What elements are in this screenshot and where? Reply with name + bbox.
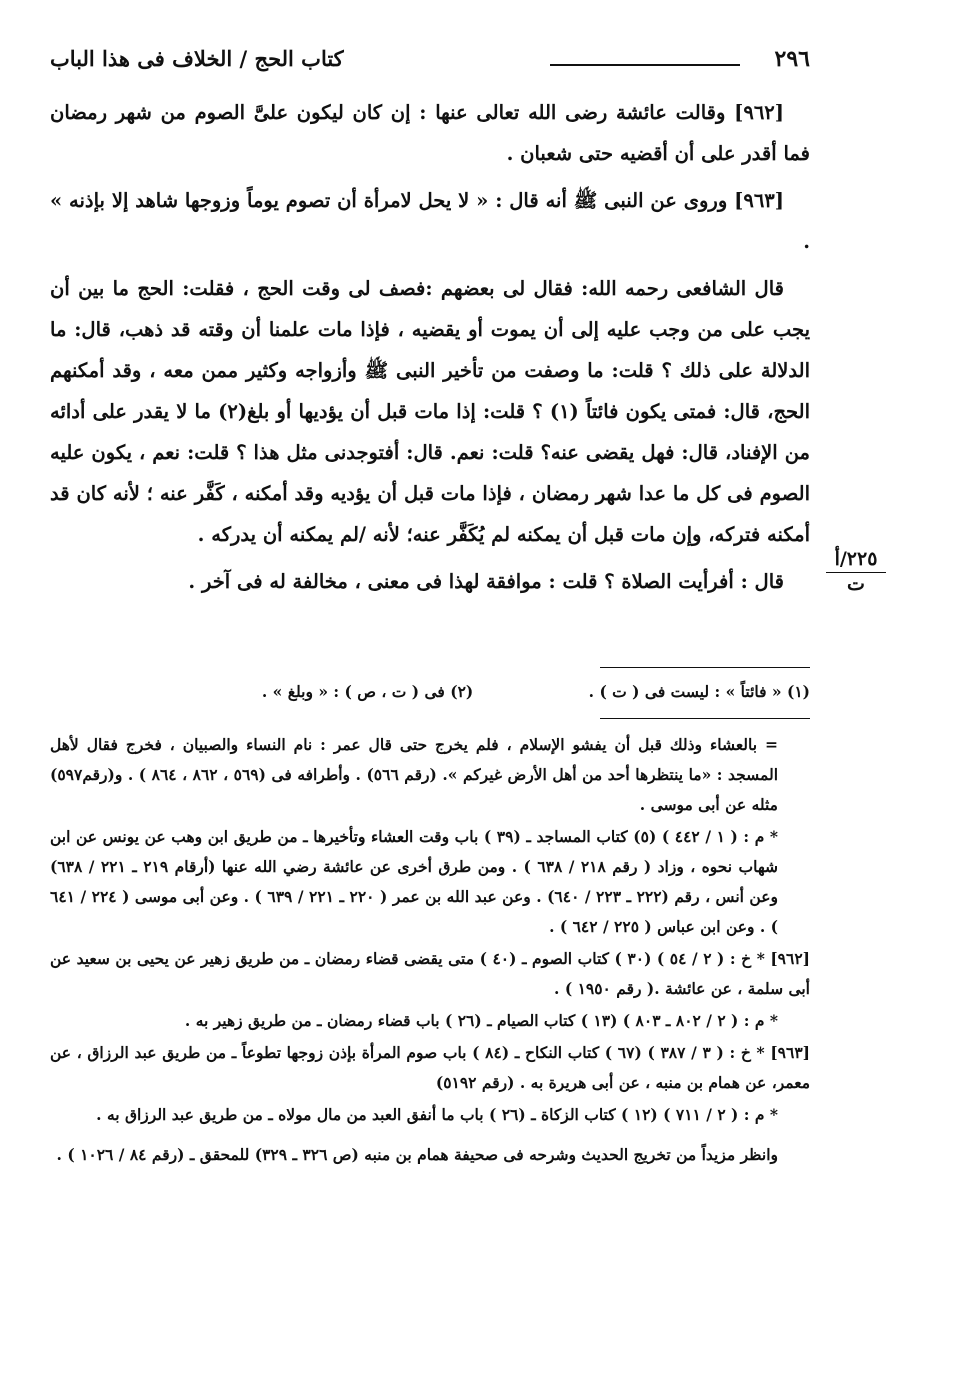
margin-manuscript: ت bbox=[847, 573, 865, 595]
takhrij-muslim-isha: * م : ( ١ / ٤٤٢ ) (٥) كتاب المساجد ـ (٣٩ ) باب وقت العشاء وتأخيرها ـ من طريق ابن وهب عن يونس عن ابن شهاب نحوه ، وزاد ( رقم ٢١٨ / ٦٣٨ ) . ومن طرق أخرى عن عائشة رضي الله عنها (أرقام ٢١٩ ـ ٢٢١ / ٦٣٨) وعن أنس ، رقم (٢٢٢ ـ ٢٢٣ / ٦٤٠) . وعن عبد الله بن عمر ( ٢٢٠ ـ ٢٢١ / ٦٣٩ ) . وعن أبى موسى ( ٢٢٤ / ٦٤١ ) . وعن ابن عباس ( ٢٢٥ / ٦٤٢ ) . bbox=[50, 827, 779, 936]
takhrij-continuation: = بالعشاء وذلك قبل أن يفشو الإسلام ، فلم يخرج حتى قال عمر : نام النساء والصبيان ، فخرج فقال لأهل المسجد : «ما ينتظرها أحد من أهل الأرض غيركم ». (رقم ٥٦٦) . وأطرافه فى (٥٦٩ ، ٨٦٢ ، ٨٦٤ ) . و(رقم٥٩٧) مثله عن أبى موسى . bbox=[50, 735, 779, 814]
footnote-1: (١) « فائتاً » : ليست فى ( ت ) . bbox=[588, 682, 810, 701]
footnotes bbox=[50, 678, 810, 706]
takhrij-963-bukhari: [٩٦٣] * خ : ( ٣ / ٣٨٧ ) (٦٧ ) كتاب النكاح ـ (٨٤ ) باب صوم المرأة بإذن زوجها تطوعاً ـ من طريق عبد الرزاق ، عن معمر، عن همام بن منبه ، عن أبى هريرة به . (رقم ٥١٩٢) bbox=[50, 1043, 810, 1092]
paragraph-962: [٩٦٢] وقالت عائشة رضى الله تعالى عنها : إن كان ليكون علىَّ الصوم من شهر رمضان فما أقدر على أن أقضيه حتى شعبان . bbox=[50, 101, 810, 165]
running-title: كتاب الحج / الخلاف فى هذا الباب bbox=[50, 46, 344, 71]
footnote-rule-top bbox=[600, 667, 810, 668]
page-number: ٢٩٦ bbox=[774, 46, 810, 72]
takhrij-962-bukhari: [٩٦٢] * خ : ( ٢ / ٥٤ ) (٣٠ ) كتاب الصوم ـ (٤٠ ) متى يقضى قضاء رمضان ـ من طريق زهير عن يحيى بن سعيد عن أبى سلمة ، عن عائشة .( رقم ١٩٥٠ ) . bbox=[50, 949, 810, 998]
takhrij-963-muslim: * م : ( ٢ / ٧١١ ) (١٢ ) كتاب الزكاة ـ (٢٦ ) باب ما أنفق العبد من مال مولاه ـ من طريق عبد الرزاق به . bbox=[96, 1105, 778, 1124]
paragraph-salat: قال : أفرأيت الصلاة ؟ قلت : موافقة لهذا فى معنى ، مخالفة له فى آخر . bbox=[188, 570, 784, 593]
takhrij-962-muslim: * م : ( ٢ / ٨٠٢ ـ ٨٠٣ ) (١٣ ) كتاب الصيام ـ (٢٦ ) باب قضاء رمضان ـ من طريق زهير به . bbox=[184, 1011, 778, 1030]
paragraph-963: [٩٦٣] وروى عن النبى ﷺ أنه قال : « لا يحل لامرأة أن تصوم يوماً وزوجها شاهد إلا بإذنه » . bbox=[50, 189, 810, 253]
main-text bbox=[50, 92, 810, 608]
paragraph-shafii: قال الشافعى رحمه الله: فقال لى بعضهم :فصف لى وقت الحج ، فقلت: الحج ما بين أن يجب على من وجب عليه إلى أن يموت أو يقضيه ، فإذا مات علمنا أن وقته قد ذهب، قال: ما الدلالة على ذلك ؟ قلت: ما وصفت من تأخير النبى ﷺ وأزواجه وكثير ممن معه ، وقد أمكنهم الحج، قال: فمتى يكون فائتاً (١) ؟ قلت: إذا مات قبل أن يؤديها أو بلغ(٢) ما لا يقدر على أدائه من الإفناد، قال: فهل يقضى عنه؟ قلت: نعم. قال: أفتوجدنى مثل هذا ؟ قلت: نعم ، يكون عليه الصوم فى كل ما عدا شهر رمضان ، فإذا مات قبل أن يؤديه وقد أمكنه ، كَفَّر عنه ؛ لأنه كان قد أمكنه فتركه، وإن مات قبل أن يمكنه لم يُكَفَّر عنه؛ لأنه /لم يمكنه أن يدركه . bbox=[50, 277, 810, 546]
footnote-rule-bottom bbox=[600, 718, 810, 719]
footnote-2: (٢) فى ( ت ، ص ) : « وبلغ » . bbox=[261, 682, 474, 701]
header-rule bbox=[550, 64, 740, 66]
margin-folio-note bbox=[826, 548, 886, 595]
takhrij-see-also: وانظر مزيداً من تخريج الحديث وشرحه فى صحيفة همام بن منبه (ص ٣٢٦ ـ ٣٢٩) للمحقق ـ (رقم ٨٤ / ١٠٢٦ ) . bbox=[56, 1145, 778, 1164]
page-header bbox=[50, 46, 810, 80]
margin-folio: ٢٢٥/أ bbox=[834, 548, 878, 570]
takhrij-notes bbox=[50, 730, 810, 1172]
